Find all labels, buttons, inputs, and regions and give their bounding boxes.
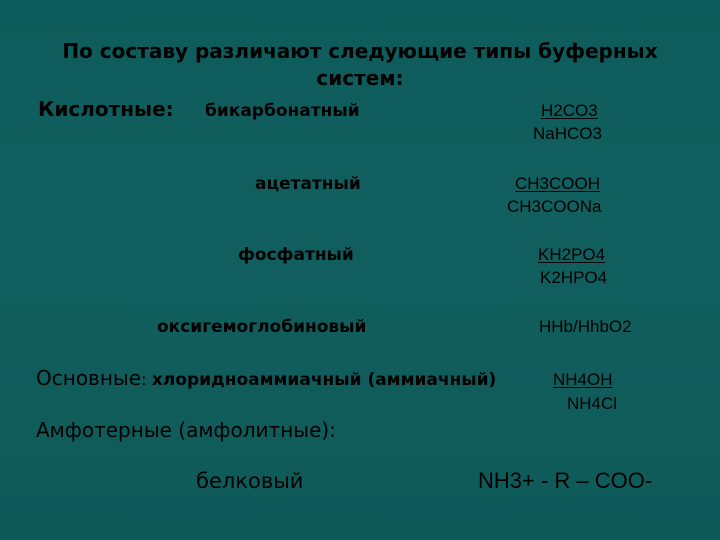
- acidic-item-phosphate-formula-2: K2HPO4: [540, 268, 608, 287]
- title-line-1: По составу различают следующие типы буферных: [62, 39, 658, 63]
- basic-name: хлоридноаммиачный (аммиачный): [151, 370, 497, 390]
- amphoteric-name: белковый: [196, 469, 304, 493]
- acidic-item-phosphate-formula-1: KH2PO4: [538, 245, 606, 264]
- slide-title: [0, 38, 720, 92]
- acidic-item-acetate-formula-1: CH3COOH: [515, 174, 601, 193]
- acidic-item-oxyhemoglobin-name: оксигемоглобиновый: [157, 317, 367, 337]
- acidic-label: Кислотные:: [38, 97, 174, 121]
- acidic-item-acetate-name: ацетатный: [255, 174, 361, 194]
- basic-row: [36, 366, 496, 390]
- acidic-item-bicarbonate-formula-1: H2CO3: [541, 101, 598, 120]
- acidic-item-acetate-formula-2: CH3COONa: [507, 197, 602, 216]
- acidic-item-bicarbonate-formula-2: NaHCO3: [533, 124, 602, 143]
- amphoteric-formula: NH3+ - R – COO-: [478, 468, 653, 493]
- acidic-item-phosphate-name: фосфатный: [238, 245, 354, 265]
- basic-formula-2: NH4Cl: [567, 394, 618, 413]
- basic-label: Основные: [36, 366, 142, 390]
- basic-colon: :: [141, 370, 147, 390]
- title-line-2: систем:: [316, 66, 404, 90]
- basic-formula-1: NH4OH: [553, 370, 613, 389]
- acidic-item-bicarbonate-name: бикарбонатный: [205, 101, 360, 121]
- acidic-item-oxyhemoglobin-formula: HHb/HhbO2: [539, 317, 632, 336]
- amphoteric-label: Амфотерные (амфолитные):: [36, 418, 336, 442]
